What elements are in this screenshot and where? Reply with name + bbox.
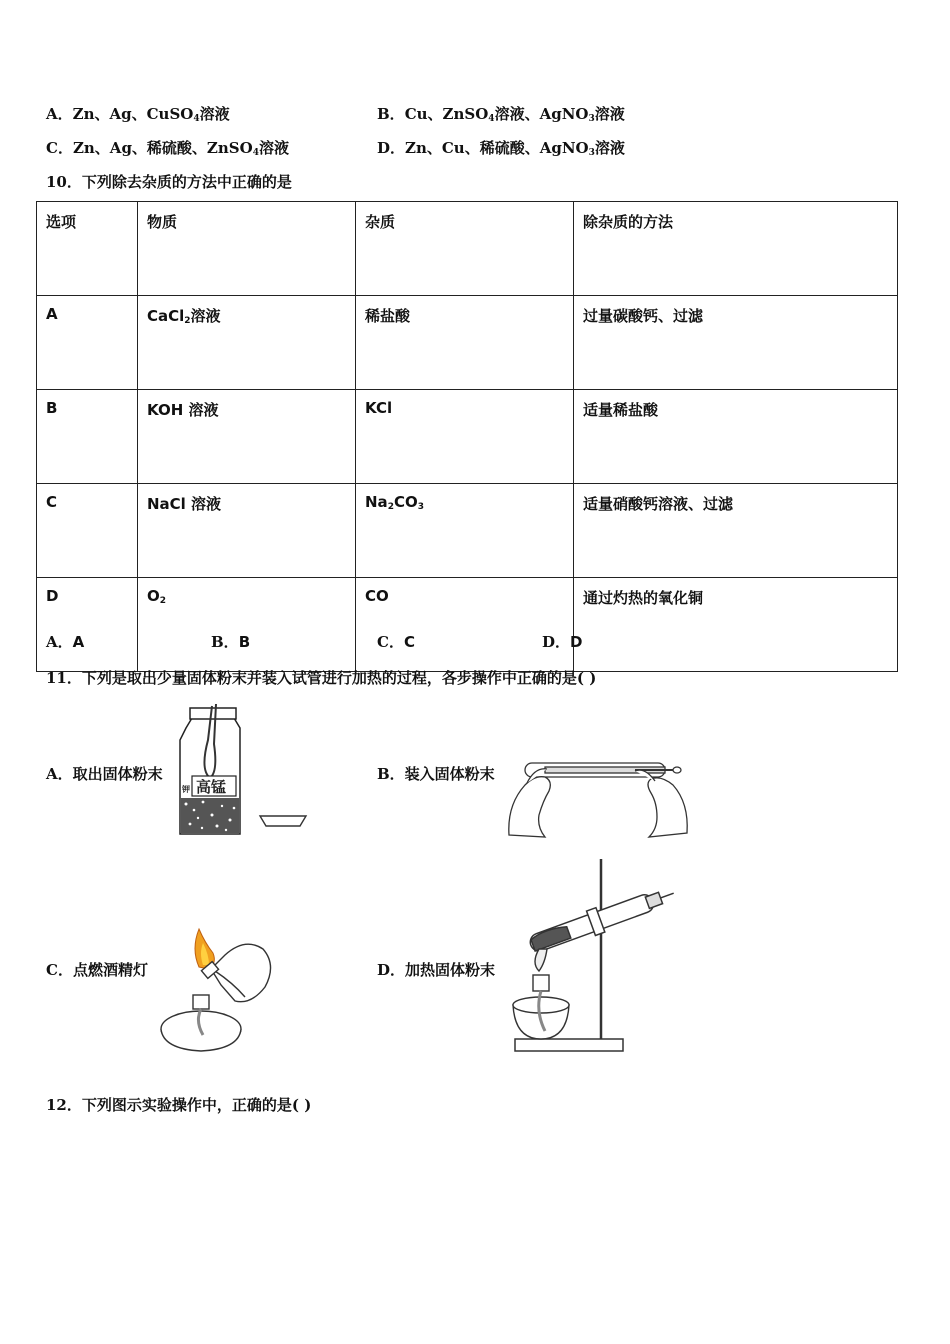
test-tube-hands-figure — [505, 745, 690, 840]
q11-stem: 11．下列是取出少量固体粉末并装入试管进行加热的过程，各步操作中正确的是( ) — [46, 669, 597, 687]
option-cell: A — [37, 296, 138, 390]
table-row — [37, 296, 898, 390]
alcohol-lamp-figure — [155, 925, 280, 1055]
q10-answer-b: B．B — [211, 633, 251, 651]
jar-label-small: 钾 — [182, 785, 190, 794]
method-cell: 通过灼热的氧化铜 — [574, 578, 898, 672]
q11-option-b-label: B．装入固体粉末 — [377, 765, 495, 783]
header-cell: 选项 — [37, 202, 138, 296]
q9-option-d: D．Zn、Cu、稀硫酸、AgNO$_3$溶液 — [377, 139, 625, 158]
q10-answer-c: C．C — [377, 633, 415, 651]
reagent-jar-figure — [172, 700, 312, 840]
substance-cell: KOH 溶液 — [138, 390, 356, 484]
substance-cell: $O_2$ — [138, 578, 356, 672]
right-hand — [635, 770, 687, 837]
q11-option-d-label: D．加热固体粉末 — [377, 961, 496, 979]
q10-answer-a: A．A — [46, 633, 85, 651]
powder — [181, 798, 239, 833]
option-cell: D — [37, 578, 138, 672]
q10-table — [36, 201, 898, 672]
option-cell: C — [37, 484, 138, 578]
substance-cell: CaCl$_2$溶液 — [138, 296, 356, 390]
impurity-cell: KCl — [356, 390, 574, 484]
q9-option-b: B．Cu、ZnSO$_4$溶液、AgNO$_3$溶液 — [377, 105, 625, 124]
header-cell: 物质 — [138, 202, 356, 296]
q11-option-c-label: C．点燃酒精灯 — [46, 961, 148, 979]
q12-stem: 12．下列图示实验操作中，正确的是( ) — [46, 1096, 312, 1114]
impurity-cell: CO — [356, 578, 574, 672]
q9-option-c: C．Zn、Ag、稀硫酸、ZnSO$_4$溶液 — [46, 139, 289, 158]
option-cell: B — [37, 390, 138, 484]
left-hand — [509, 769, 551, 837]
q9-option-a: A．Zn、Ag、CuSO$_4$溶液 — [46, 105, 230, 124]
substance-cell: NaCl 溶液 — [138, 484, 356, 578]
q10-answer-d: D．D — [542, 633, 583, 651]
table-row — [37, 390, 898, 484]
header-cell: 除杂质的方法 — [574, 202, 898, 296]
dish — [260, 816, 306, 826]
table-row — [37, 578, 898, 672]
q11-option-a-label: A．取出固体粉末 — [46, 765, 163, 783]
impurity-cell: 稀盐酸 — [356, 296, 574, 390]
impurity-cell: $Na_2CO_3$ — [356, 484, 574, 578]
method-cell: 过量碳酸钙、过滤 — [574, 296, 898, 390]
q10-stem: 10．下列除去杂质的方法中正确的是 — [46, 173, 292, 191]
heating-apparatus-figure — [505, 855, 680, 1055]
jar-label: 高锰 — [196, 778, 227, 796]
table-row — [37, 484, 898, 578]
alcohol-lamp — [513, 949, 569, 1039]
method-cell: 适量稀盐酸 — [574, 390, 898, 484]
header-cell: 杂质 — [356, 202, 574, 296]
table-header-row — [37, 202, 898, 296]
method-cell: 适量硝酸钙溶液、过滤 — [574, 484, 898, 578]
